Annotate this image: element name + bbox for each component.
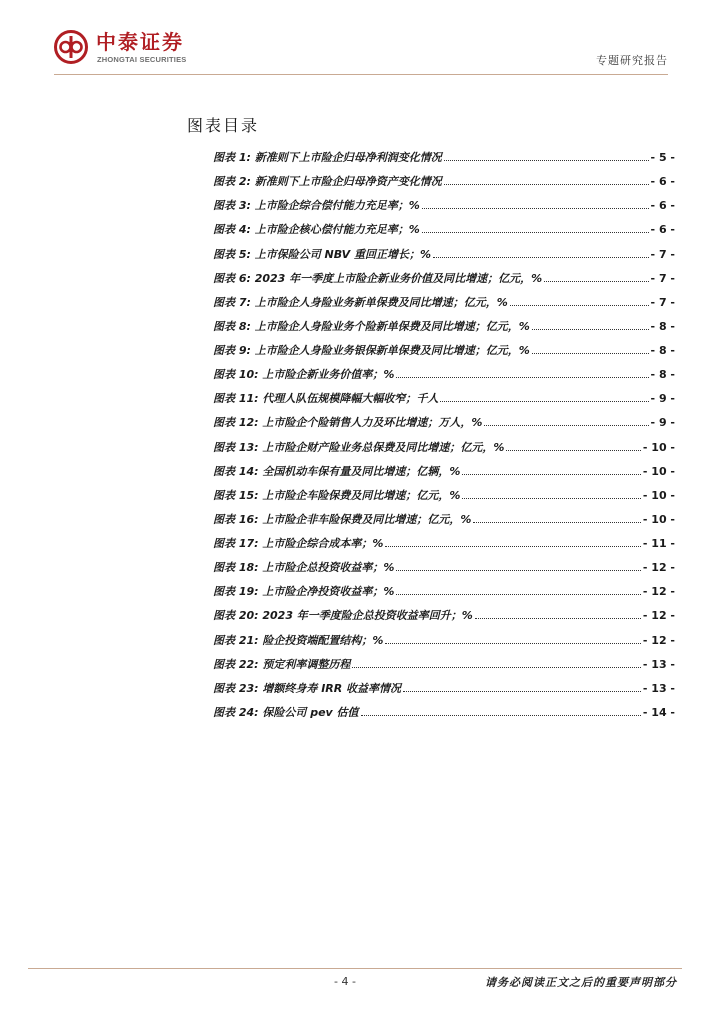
header-divider	[54, 74, 668, 75]
toc-entry-label: 图表 1: 新准则下上市险企归母净利润变化情况	[213, 151, 442, 164]
toc-dot-leader	[385, 546, 641, 547]
toc-entry-label: 图表 17: 上市险企综合成本率；%	[213, 537, 384, 550]
toc-entry[interactable]	[213, 583, 675, 607]
toc-entry-page: - 14 -	[642, 705, 675, 719]
toc-entry-page: - 13 -	[642, 681, 675, 695]
toc-entry[interactable]	[213, 607, 675, 631]
toc-dot-leader	[433, 257, 648, 258]
toc-entry-page: - 5 -	[650, 151, 675, 164]
toc-entry[interactable]	[213, 221, 675, 245]
toc-entry-label: 图表 10: 上市险企新业务价值率；%	[213, 368, 395, 382]
toc-entry-page: - 6 -	[650, 175, 675, 189]
toc-entry-label: 图表 24: 保险公司 pev 估值	[213, 705, 359, 719]
toc-entry[interactable]	[213, 559, 675, 583]
toc-entry-page: - 10 -	[642, 440, 675, 454]
toc-dot-leader	[462, 474, 641, 475]
toc-entry-label: 图表 18: 上市险企总投资收益率；%	[213, 561, 395, 575]
toc-entry-page: - 8 -	[650, 319, 675, 333]
toc-entry[interactable]	[213, 487, 675, 511]
toc-entry-label: 图表 2: 新准则下上市险企归母净资产变化情况	[213, 175, 442, 189]
toc-entry-label: 图表 21: 险企投资端配置结构；%	[213, 633, 384, 647]
toc-entry-label: 图表 9: 上市险企人身险业务银保新单保费及同比增速；亿元，%	[213, 344, 530, 357]
toc-entry-label: 图表 4: 上市险企核心偿付能力充足率；%	[213, 223, 420, 237]
toc-entry[interactable]	[213, 414, 675, 438]
toc-entry-label: 图表 11: 代理人队伍规模降幅大幅收窄；千人	[213, 392, 439, 406]
toc-entry-page: - 12 -	[642, 561, 675, 575]
toc-dot-leader	[422, 208, 649, 209]
toc-entry-label: 图表 6: 2023 年一季度上市险企新业务价值及同比增速；亿元，%	[213, 271, 543, 285]
toc-entry-label: 图表 15: 上市险企车险保费及同比增速；亿元，%	[213, 488, 461, 502]
toc-entry-label: 图表 13: 上市险企财产险业务总保费及同比增速；亿元，%	[213, 440, 505, 454]
toc-entry[interactable]	[213, 632, 675, 656]
logo-english-name: ZHONGTAI SECURITIES	[97, 55, 187, 64]
toc-dot-leader	[403, 691, 641, 692]
toc-entry[interactable]	[213, 680, 675, 704]
toc-list	[213, 149, 675, 728]
toc-entry-label: 图表 8: 上市险企人身险业务个险新单保费及同比增速；亿元，%	[213, 319, 530, 333]
toc-entry-label: 图表 16: 上市险企非车险保费及同比增速；亿元，%	[213, 512, 472, 526]
toc-entry[interactable]	[213, 656, 675, 680]
toc-dot-leader	[532, 329, 649, 330]
toc-dot-leader	[352, 667, 641, 668]
toc-entry-page: - 9 -	[650, 416, 675, 430]
toc-entry[interactable]	[213, 366, 675, 390]
toc-dot-leader	[361, 715, 641, 716]
toc-entry-page: - 11 -	[642, 537, 675, 550]
toc-entry-page: - 12 -	[642, 633, 675, 647]
toc-entry[interactable]	[213, 511, 675, 535]
toc-dot-leader	[506, 450, 641, 451]
toc-entry[interactable]	[213, 342, 675, 366]
toc-dot-leader	[440, 401, 648, 402]
toc-entry[interactable]	[213, 294, 675, 318]
toc-entry[interactable]	[213, 246, 675, 270]
toc-entry-label: 图表 23: 增额终身寿 IRR 收益率情况	[213, 681, 402, 695]
toc-dot-leader	[532, 353, 649, 354]
toc-entry-page: - 7 -	[650, 271, 675, 285]
toc-entry-label: 图表 5: 上市保险公司 NBV 重回正增长；%	[213, 247, 432, 261]
toc-entry[interactable]	[213, 197, 675, 221]
zhongtai-logo-icon	[54, 30, 88, 64]
toc-title: 图表目录	[187, 116, 260, 135]
toc-entry[interactable]	[213, 463, 675, 487]
toc-entry-page: - 8 -	[650, 344, 675, 357]
toc-dot-leader	[385, 643, 641, 644]
toc-entry-page: - 9 -	[650, 392, 675, 406]
toc-dot-leader	[544, 281, 648, 282]
toc-entry-label: 图表 22: 预定利率调整历程	[213, 657, 351, 671]
toc-dot-leader	[473, 522, 641, 523]
toc-entry-page: - 10 -	[642, 488, 675, 502]
footer-disclaimer: 请务必阅读正文之后的重要声明部分	[485, 976, 677, 989]
toc-dot-leader	[396, 594, 641, 595]
toc-entry-page: - 12 -	[642, 609, 675, 623]
toc-entry-page: - 10 -	[642, 464, 675, 478]
toc-dot-leader	[396, 570, 641, 571]
toc-dot-leader	[444, 160, 649, 161]
toc-entry[interactable]	[213, 270, 675, 294]
logo-chinese-name: 中泰证券	[96, 30, 184, 54]
toc-dot-leader	[444, 184, 649, 185]
toc-entry-label: 图表 7: 上市险企人身险业务新单保费及同比增速；亿元，%	[213, 295, 508, 309]
toc-entry-page: - 10 -	[642, 512, 675, 526]
toc-entry-page: - 6 -	[650, 223, 675, 237]
toc-entry[interactable]	[213, 704, 675, 728]
toc-entry-page: - 6 -	[650, 199, 675, 213]
page-number: - 4 -	[334, 975, 356, 988]
toc-entry-label: 图表 12: 上市险企个险销售人力及环比增速；万人，%	[213, 416, 483, 430]
toc-entry[interactable]	[213, 390, 675, 414]
toc-entry-label: 图表 3: 上市险企综合偿付能力充足率；%	[213, 199, 420, 213]
toc-dot-leader	[462, 498, 641, 499]
company-logo	[54, 28, 224, 70]
toc-dot-leader	[422, 232, 649, 233]
toc-entry[interactable]	[213, 535, 675, 559]
report-type-label: 专题研究报告	[596, 54, 668, 67]
toc-dot-leader	[484, 425, 648, 426]
toc-dot-leader	[396, 377, 648, 378]
toc-entry[interactable]	[213, 173, 675, 197]
toc-entry-page: - 8 -	[650, 368, 675, 382]
footer-divider	[28, 968, 682, 969]
toc-entry[interactable]	[213, 439, 675, 463]
toc-dot-leader	[475, 618, 641, 619]
toc-entry-page: - 12 -	[642, 585, 675, 599]
toc-entry[interactable]	[213, 149, 675, 173]
toc-entry-page: - 13 -	[642, 657, 675, 671]
toc-dot-leader	[510, 305, 649, 306]
toc-entry-page: - 7 -	[650, 247, 675, 261]
toc-entry-label: 图表 14: 全国机动车保有量及同比增速；亿辆，%	[213, 464, 461, 478]
toc-entry-label: 图表 19: 上市险企净投资收益率；%	[213, 585, 395, 599]
toc-entry[interactable]	[213, 318, 675, 342]
toc-entry-page: - 7 -	[650, 295, 675, 309]
toc-entry-label: 图表 20: 2023 年一季度险企总投资收益率回升；%	[213, 609, 473, 623]
